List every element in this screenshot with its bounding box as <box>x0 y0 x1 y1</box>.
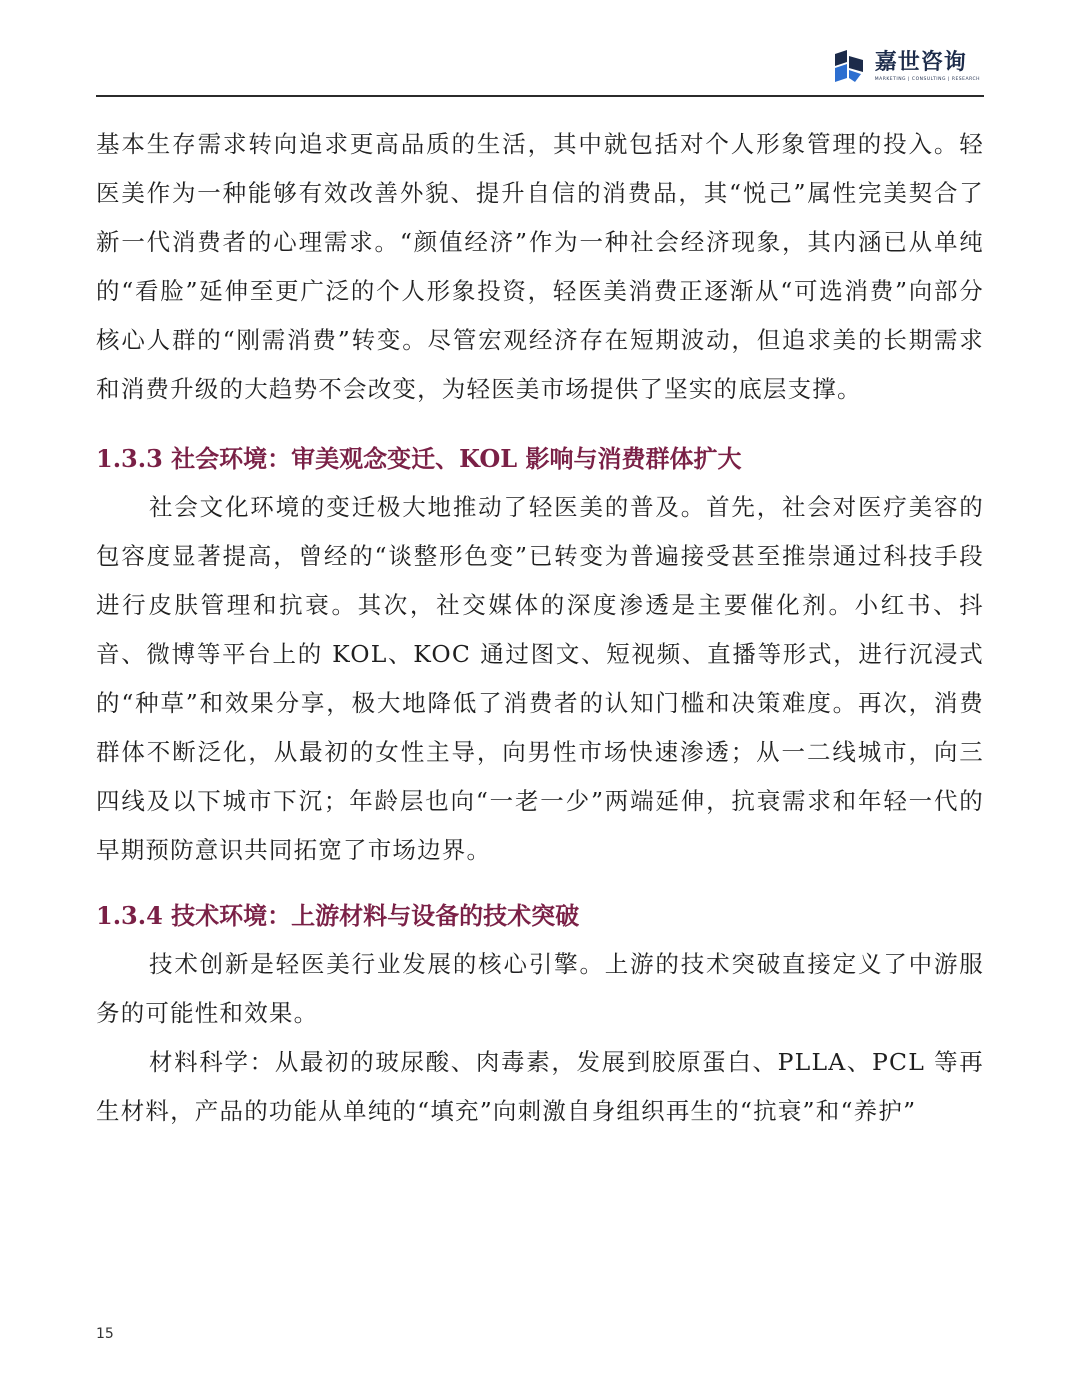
body-paragraph-1: 基本生存需求转向追求更高品质的生活，其中就包括对个人形象管理的投入。轻医美作为一种能够有效改善外貌、提升自信的消费品，其“悦己”属性完美契合了新一代消费者的心理需求。“颜值经济”作为一种社会经济现象，其内涵已从单纯的“看脸”延伸至更广泛的个人形象投资，轻医美消费正逐渐从“可选消费”向部分核心人群的“刚需消费”转变。尽管宏观经济存在短期波动，但追求美的长期需求和消费升级的大趋势不会改变，为轻医美市场提供了坚实的底层支撑。 <box>96 130 984 403</box>
section-heading-1-3-3: 1.3.3 社会环境：审美观念变迁、KOL 影响与消费群体扩大 <box>96 444 742 473</box>
logo-tagline: MARKETING | CONSULTING | RESEARCH <box>874 76 980 82</box>
section-heading-1-3-4: 1.3.4 技术环境：上游材料与设备的技术突破 <box>96 901 580 930</box>
body-paragraph-4: 材料科学：从最初的玻尿酸、肉毒素，发展到胶原蛋白、PLLA、PCL 等再生材料，产品的功能从单纯的“填充”向刺激自身组织再生的“抗衰”和“养护” <box>96 1048 984 1125</box>
page-number: 15 <box>96 1326 114 1342</box>
body-paragraph-2: 社会文化环境的变迁极大地推动了轻医美的普及。首先，社会对医疗美容的包容度显著提高，曾经的“谈整形色变”已转变为普遍接受甚至推崇通过科技手段进行皮肤管理和抗衰。其次，社交媒体的深度渗透是主要催化剂。小红书、抖音、微博等平台上的 KOL、KOC 通过图文、短视频、直播等形式，进行沉浸式的“种草”和效果分享，极大地降低了消费者的认知门槛和决策难度。再次，消费群体不断泛化，从最初的女性主导，向男性市场快速渗透；从一二线城市，向三四线及以下城市下沉；年龄层也向“一老一少”两端延伸，抗衰需求和年轻一代的早期预防意识共同拓宽了市场边界。 <box>96 493 984 864</box>
page-header <box>96 40 984 96</box>
company-logo <box>831 48 980 84</box>
header-divider <box>96 95 984 97</box>
body-paragraph-3: 技术创新是轻医美行业发展的核心引擎。上游的技术突破直接定义了中游服务的可能性和效果。 <box>96 950 984 1027</box>
page-content <box>96 120 984 1136</box>
logo-text <box>875 51 980 82</box>
jiashi-logo-icon <box>831 48 867 84</box>
logo-name: 嘉世咨询 <box>874 49 967 75</box>
